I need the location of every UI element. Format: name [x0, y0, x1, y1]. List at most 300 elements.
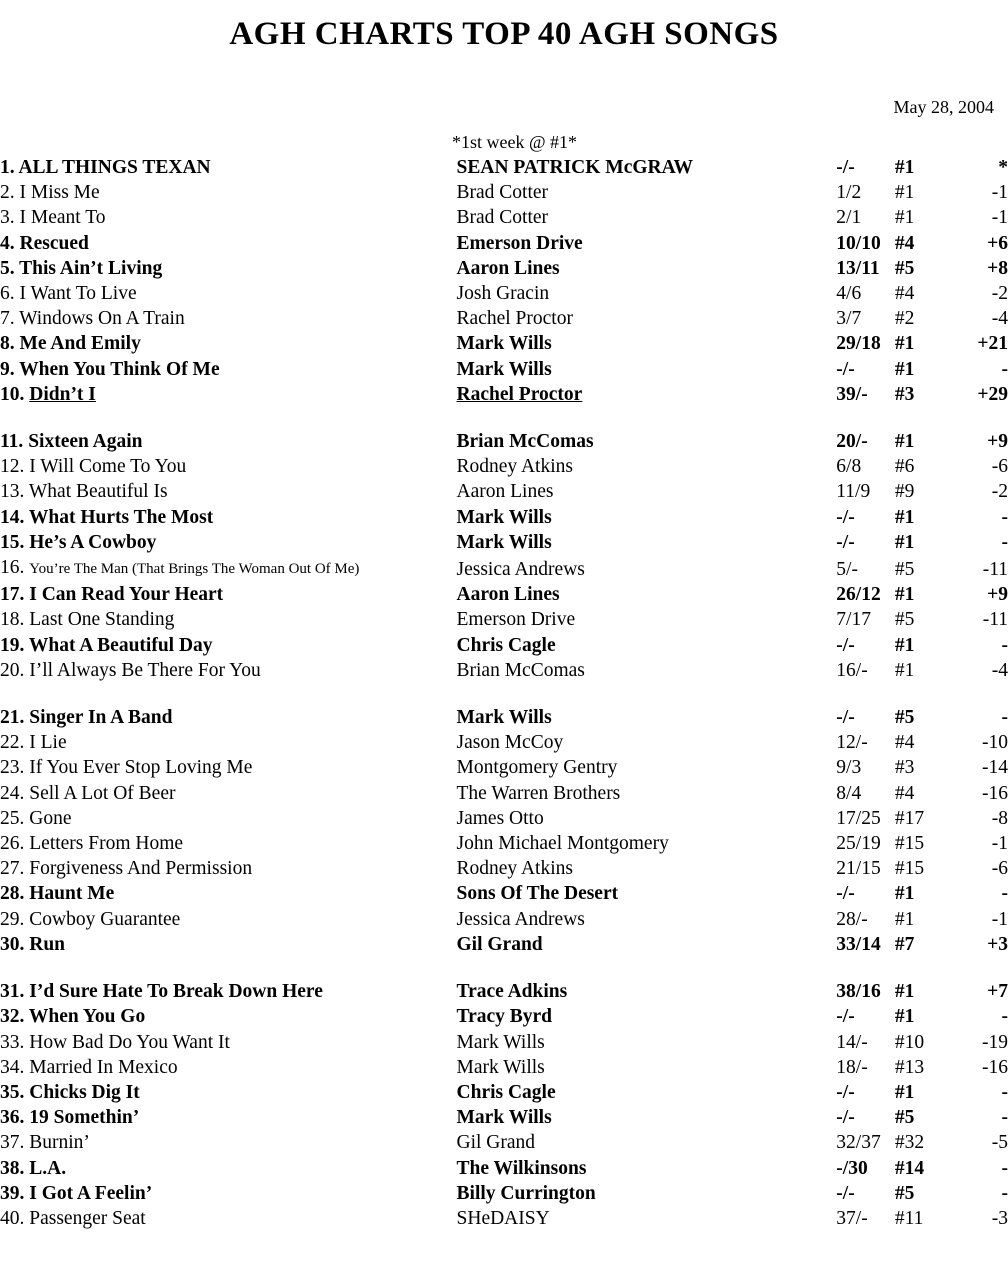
song-title: What Beautiful Is: [28, 481, 168, 503]
position-change: -1: [991, 908, 1008, 930]
position-change: -16: [982, 1056, 1008, 1078]
last-two-weeks: -/30: [836, 1157, 868, 1179]
position-change: -: [1001, 707, 1008, 729]
position-change: -: [1001, 506, 1008, 528]
artist-name: SEAN PATRICK McGRAW: [456, 157, 694, 178]
position-change: -: [1001, 883, 1008, 905]
song-title-cell: [0, 231, 457, 256]
rank-number: 33.: [0, 1031, 25, 1053]
song-title: I’d Sure Hate To Break Down Here: [29, 981, 323, 1003]
peak-position: #1: [894, 1006, 915, 1028]
first-week-note: *1st week @ #1*: [452, 132, 578, 152]
artist-name: Sons Of The Desert: [456, 883, 619, 905]
position-change: -1: [991, 207, 1008, 229]
peak-position: #1: [894, 333, 915, 355]
table-row: [0, 633, 1008, 658]
song-title-cell: [0, 205, 457, 230]
last-two-weeks: 10/10: [836, 232, 881, 254]
last-two-weeks: 14/-: [836, 1031, 868, 1053]
song-title-cell: [0, 479, 457, 504]
peak-position: #7: [894, 933, 915, 955]
peak-position: #13: [894, 1056, 925, 1078]
rank-number: 5.: [0, 257, 15, 279]
song-title-cell: [0, 155, 457, 180]
table-row: [0, 1004, 1008, 1029]
rank-number: 23.: [0, 757, 25, 779]
chart-page: [0, 16, 1008, 1264]
song-title-cell: [0, 730, 457, 755]
position-change: +3: [987, 933, 1008, 955]
artist-name: Josh Gracin: [456, 283, 550, 305]
last-two-weeks: -/-: [836, 531, 855, 553]
song-title: Haunt Me: [29, 883, 115, 905]
artist-name: Rodney Atkins: [456, 456, 573, 478]
last-two-weeks: 12/-: [836, 732, 868, 754]
song-title-cell: [0, 180, 457, 205]
peak-position: #1: [894, 157, 915, 178]
artist-name: The Wilkinsons: [456, 1157, 587, 1179]
song-title-cell: [0, 1105, 457, 1130]
song-title-cell: [0, 607, 457, 632]
peak-position: #5: [894, 1182, 915, 1204]
position-change: -: [1001, 531, 1008, 553]
song-title: Passenger Seat: [29, 1207, 146, 1229]
song-title-cell: [0, 755, 457, 780]
rank-number: 37.: [0, 1132, 25, 1154]
position-change: -8: [991, 807, 1008, 829]
artist-name: Mark Wills: [456, 506, 552, 528]
spacer-cell: [0, 683, 1008, 705]
song-title: L.A.: [29, 1157, 67, 1179]
table-row: [0, 231, 1008, 256]
song-title: Burnin’: [29, 1132, 90, 1154]
song-title: He’s A Cowboy: [29, 531, 157, 553]
artist-name: Billy Currington: [456, 1182, 596, 1204]
last-two-weeks: 8/4: [836, 782, 862, 804]
peak-position: #3: [894, 383, 915, 405]
song-title-cell: [0, 382, 457, 407]
position-change: -14: [982, 757, 1008, 779]
rank-number: 12.: [0, 456, 25, 478]
song-title-cell: [0, 306, 457, 331]
position-change: -6: [991, 456, 1008, 478]
rank-number: 36.: [0, 1107, 25, 1129]
rank-number: 7.: [0, 308, 15, 330]
table-row: [0, 881, 1008, 906]
artist-name: Mark Wills: [456, 333, 552, 355]
artist-name: Rachel Proctor: [456, 308, 573, 330]
position-change: -1: [991, 182, 1008, 204]
song-title-cell: [0, 1080, 457, 1105]
song-title-cell: [0, 979, 457, 1004]
table-row: [0, 281, 1008, 306]
last-two-weeks: -/-: [836, 358, 855, 380]
position-change: -10: [982, 732, 1008, 754]
table-row: [0, 856, 1008, 881]
table-row: [0, 1105, 1008, 1130]
artist-name: Brad Cotter: [456, 207, 549, 229]
table-row: [0, 155, 1008, 180]
rank-number: 27.: [0, 858, 25, 880]
artist-name: John Michael Montgomery: [456, 833, 669, 855]
song-title-cell: [0, 281, 457, 306]
rank-number: 30.: [0, 933, 25, 955]
rank-number: 32.: [0, 1006, 25, 1028]
peak-position: #5: [894, 609, 915, 631]
last-two-weeks: -/-: [836, 883, 855, 905]
chart-group-spacer: [0, 407, 1008, 429]
peak-position: #10: [894, 1031, 925, 1053]
position-change: +9: [987, 584, 1008, 606]
song-title: Gone: [29, 807, 72, 829]
position-change: -: [1001, 1006, 1008, 1028]
position-change: -6: [991, 858, 1008, 880]
artist-name: The Warren Brothers: [456, 782, 621, 804]
position-change: *: [998, 157, 1008, 178]
peak-position: #2: [894, 308, 915, 330]
artist-name: Brian McComas: [456, 659, 585, 681]
song-title: Married In Mexico: [29, 1056, 178, 1078]
artist-name: Chris Cagle: [456, 1081, 556, 1103]
last-two-weeks: -/-: [836, 157, 855, 178]
rank-number: 35.: [0, 1081, 25, 1103]
rank-number: 20.: [0, 659, 25, 681]
artist-name: Emerson Drive: [456, 609, 576, 631]
last-two-weeks: -/-: [836, 506, 855, 528]
song-title-cell: [0, 705, 457, 730]
artist-name: Mark Wills: [456, 358, 552, 380]
peak-position: #5: [894, 707, 915, 729]
position-change: +6: [987, 232, 1008, 254]
position-change: -11: [982, 559, 1008, 581]
peak-position: #1: [894, 431, 915, 453]
rank-number: 9.: [0, 358, 15, 380]
spacer-cell: [0, 957, 1008, 979]
table-row: [0, 555, 1008, 582]
rank-number: 28.: [0, 883, 25, 905]
position-change: -16: [982, 782, 1008, 804]
position-change: +8: [987, 257, 1008, 279]
last-two-weeks: 18/-: [836, 1056, 868, 1078]
song-title: Didn’t I: [29, 383, 96, 405]
artist-name: Tracy Byrd: [456, 1006, 553, 1028]
table-row: [0, 730, 1008, 755]
position-change: -2: [991, 481, 1008, 503]
song-title: I Will Come To You: [29, 456, 187, 478]
position-change: +9: [987, 431, 1008, 453]
rank-number: 17.: [0, 584, 25, 606]
song-title: Letters From Home: [29, 833, 184, 855]
artist-name: Gil Grand: [456, 1132, 536, 1154]
position-change: +7: [987, 981, 1008, 1003]
last-two-weeks: 33/14: [836, 933, 881, 955]
table-row: [0, 1080, 1008, 1105]
peak-position: #17: [894, 807, 925, 829]
chart-date: May 28, 2004: [893, 97, 994, 117]
artist-name: Brad Cotter: [456, 182, 549, 204]
rank-number: 15.: [0, 531, 25, 553]
song-title-cell: [0, 806, 457, 831]
peak-position: #4: [894, 732, 915, 754]
song-title: I Can Read Your Heart: [29, 584, 224, 606]
table-row: [0, 705, 1008, 730]
last-two-weeks: 2/1: [836, 207, 862, 229]
song-title: How Bad Do You Want It: [29, 1031, 230, 1053]
artist-name: Aaron Lines: [456, 481, 554, 503]
last-two-weeks: 38/16: [836, 981, 881, 1003]
position-change: -2: [991, 283, 1008, 305]
last-two-weeks: -/-: [836, 634, 855, 656]
rank-number: 14.: [0, 506, 25, 528]
song-title: You’re The Man (That Brings The Woman Out Of Me): [29, 561, 360, 578]
peak-position: #1: [894, 531, 915, 553]
song-title-cell: [0, 1030, 457, 1055]
song-title-cell: [0, 454, 457, 479]
last-two-weeks: -/-: [836, 1182, 855, 1204]
position-change: +21: [977, 333, 1008, 355]
last-two-weeks: 39/-: [836, 383, 868, 405]
last-two-weeks: 6/8: [836, 456, 862, 478]
artist-name: Chris Cagle: [456, 634, 556, 656]
artist-name: Mark Wills: [456, 531, 552, 553]
peak-position: #5: [894, 257, 915, 279]
artist-name: Jessica Andrews: [456, 908, 585, 930]
table-row: [0, 806, 1008, 831]
table-row: [0, 1206, 1008, 1231]
song-title: When You Think Of Me: [19, 358, 220, 380]
position-change: -: [1001, 358, 1008, 380]
table-row: [0, 357, 1008, 382]
chart-table: [0, 155, 1008, 1231]
last-two-weeks: 11/9: [836, 481, 871, 503]
table-row: [0, 1130, 1008, 1155]
last-two-weeks: 28/-: [836, 908, 868, 930]
rank-number: 19.: [0, 634, 25, 656]
rank-number: 25.: [0, 807, 25, 829]
rank-number: 39.: [0, 1182, 25, 1204]
table-row: [0, 479, 1008, 504]
peak-position: #4: [894, 283, 915, 305]
position-change: -5: [991, 1132, 1008, 1154]
last-two-weeks: -/-: [836, 707, 855, 729]
peak-position: #11: [894, 1207, 924, 1229]
song-title: Singer In A Band: [29, 707, 173, 729]
song-title: Rescued: [19, 232, 89, 254]
table-row: [0, 331, 1008, 356]
song-title-cell: [0, 1130, 457, 1155]
rank-number: 2.: [0, 182, 15, 204]
position-change: -: [1001, 1081, 1008, 1103]
last-two-weeks: 7/17: [836, 609, 871, 631]
peak-position: #1: [894, 584, 915, 606]
peak-position: #3: [894, 757, 915, 779]
song-title-cell: [0, 530, 457, 555]
song-title-cell: [0, 831, 457, 856]
song-title-cell: [0, 881, 457, 906]
position-change: -1: [991, 833, 1008, 855]
last-two-weeks: 21/15: [836, 858, 881, 880]
artist-name: Brian McComas: [456, 431, 594, 453]
peak-position: #1: [894, 506, 915, 528]
chart-rows: [0, 155, 1008, 1231]
song-title: I Want To Live: [19, 283, 137, 305]
rank-number: 6.: [0, 283, 15, 305]
peak-position: #1: [894, 182, 915, 204]
song-title: Last One Standing: [29, 609, 175, 631]
last-two-weeks: 29/18: [836, 333, 881, 355]
song-title-cell: [0, 633, 457, 658]
song-title: What Hurts The Most: [28, 506, 214, 528]
position-change: -19: [982, 1031, 1008, 1053]
song-title: If You Ever Stop Loving Me: [29, 757, 253, 779]
last-two-weeks: 25/19: [836, 833, 881, 855]
peak-position: #1: [894, 981, 915, 1003]
last-two-weeks: 17/25: [836, 807, 881, 829]
song-title-cell: [0, 357, 457, 382]
chart-group-spacer: [0, 957, 1008, 979]
song-title: I Lie: [29, 732, 67, 754]
song-title-cell: [0, 856, 457, 881]
table-row: [0, 755, 1008, 780]
table-row: [0, 907, 1008, 932]
rank-number: 26.: [0, 833, 25, 855]
rank-number: 8.: [0, 333, 15, 355]
artist-name: Montgomery Gentry: [456, 757, 618, 779]
last-two-weeks: 4/6: [836, 283, 862, 305]
peak-position: #1: [894, 634, 915, 656]
peak-position: #5: [894, 1107, 915, 1129]
rank-number: 11.: [0, 431, 24, 453]
song-title-cell: [0, 932, 457, 957]
artist-name: Trace Adkins: [456, 981, 568, 1003]
song-title-cell: [0, 1156, 457, 1181]
song-title-cell: [0, 781, 457, 806]
position-change: -: [1001, 1107, 1008, 1129]
song-title-cell: [0, 1206, 457, 1231]
peak-position: #5: [894, 559, 915, 581]
rank-number: 16.: [0, 557, 25, 579]
song-title-cell: [0, 582, 457, 607]
position-change: -: [1001, 634, 1008, 656]
position-change: -11: [982, 609, 1008, 631]
last-two-weeks: 3/7: [836, 308, 862, 330]
song-title: I Meant To: [19, 207, 106, 229]
peak-position: #4: [894, 782, 915, 804]
artist-name: James Otto: [456, 807, 544, 829]
peak-position: #6: [894, 456, 915, 478]
table-row: [0, 781, 1008, 806]
position-change: -4: [991, 659, 1008, 681]
song-title-cell: [0, 1055, 457, 1080]
song-title-cell: [0, 505, 457, 530]
artist-name: Rodney Atkins: [456, 858, 573, 880]
song-title: 19 Somethin’: [29, 1107, 140, 1129]
rank-number: 22.: [0, 732, 25, 754]
song-title: When You Go: [28, 1006, 146, 1028]
song-title: Run: [29, 933, 66, 955]
position-change: -4: [991, 308, 1008, 330]
peak-position: #15: [894, 833, 925, 855]
peak-position: #32: [894, 1132, 925, 1154]
rank-number: 31.: [0, 981, 25, 1003]
song-title-cell: [0, 658, 457, 683]
song-title-cell: [0, 256, 457, 281]
rank-number: 10.: [0, 383, 25, 405]
table-row: [0, 1055, 1008, 1080]
last-two-weeks: 20/-: [836, 431, 868, 453]
song-title: ALL THINGS TEXAN: [18, 157, 211, 178]
table-row: [0, 831, 1008, 856]
position-change: -: [1001, 1157, 1008, 1179]
artist-name: Emerson Drive: [456, 232, 583, 254]
position-change: -3: [991, 1207, 1008, 1229]
table-row: [0, 658, 1008, 683]
table-row: [0, 1156, 1008, 1181]
rank-number: 3.: [0, 207, 15, 229]
artist-name: Jason McCoy: [456, 732, 564, 754]
song-title-cell: [0, 331, 457, 356]
artist-name: Mark Wills: [456, 707, 552, 729]
song-title: Sell A Lot Of Beer: [29, 782, 176, 804]
last-two-weeks: 9/3: [836, 757, 862, 779]
peak-position: #9: [894, 481, 915, 503]
rank-number: 13.: [0, 481, 25, 503]
song-title: I Miss Me: [19, 182, 100, 204]
last-two-weeks: 16/-: [836, 659, 868, 681]
artist-name: Mark Wills: [456, 1056, 545, 1078]
rank-number: 29.: [0, 908, 25, 930]
table-row: [0, 382, 1008, 407]
rank-number: 18.: [0, 609, 25, 631]
table-row: [0, 505, 1008, 530]
rank-number: 4.: [0, 232, 15, 254]
last-two-weeks: 1/2: [836, 182, 862, 204]
song-title-cell: [0, 555, 457, 582]
song-title: Cowboy Guarantee: [29, 908, 181, 930]
song-title: What A Beautiful Day: [28, 634, 213, 656]
song-title-cell: [0, 1181, 457, 1206]
table-row: [0, 1181, 1008, 1206]
peak-position: #1: [894, 659, 915, 681]
song-title: Forgiveness And Permission: [29, 858, 253, 880]
artist-name: Jessica Andrews: [456, 559, 585, 581]
peak-position: #1: [894, 908, 915, 930]
table-row: [0, 205, 1008, 230]
table-row: [0, 180, 1008, 205]
spacer-cell: [0, 407, 1008, 429]
table-row: [0, 979, 1008, 1004]
rank-number: 1.: [0, 157, 15, 178]
song-title: Chicks Dig It: [29, 1081, 140, 1103]
position-change: -: [1001, 1182, 1008, 1204]
song-title: Sixteen Again: [28, 431, 143, 453]
last-two-weeks: -/-: [836, 1081, 855, 1103]
peak-position: #1: [894, 1081, 915, 1103]
table-row: [0, 607, 1008, 632]
song-title: I Got A Feelin’: [29, 1182, 153, 1204]
position-change: +29: [977, 383, 1008, 405]
artist-name: Rachel Proctor: [456, 383, 583, 405]
peak-position: #1: [894, 207, 915, 229]
table-row: [0, 429, 1008, 454]
rank-number: 34.: [0, 1056, 25, 1078]
table-row: [0, 306, 1008, 331]
artist-name: Mark Wills: [456, 1107, 552, 1129]
rank-number: 40.: [0, 1207, 25, 1229]
peak-position: #14: [894, 1157, 925, 1179]
last-two-weeks: 5/-: [836, 559, 858, 581]
chart-group-spacer: [0, 683, 1008, 705]
